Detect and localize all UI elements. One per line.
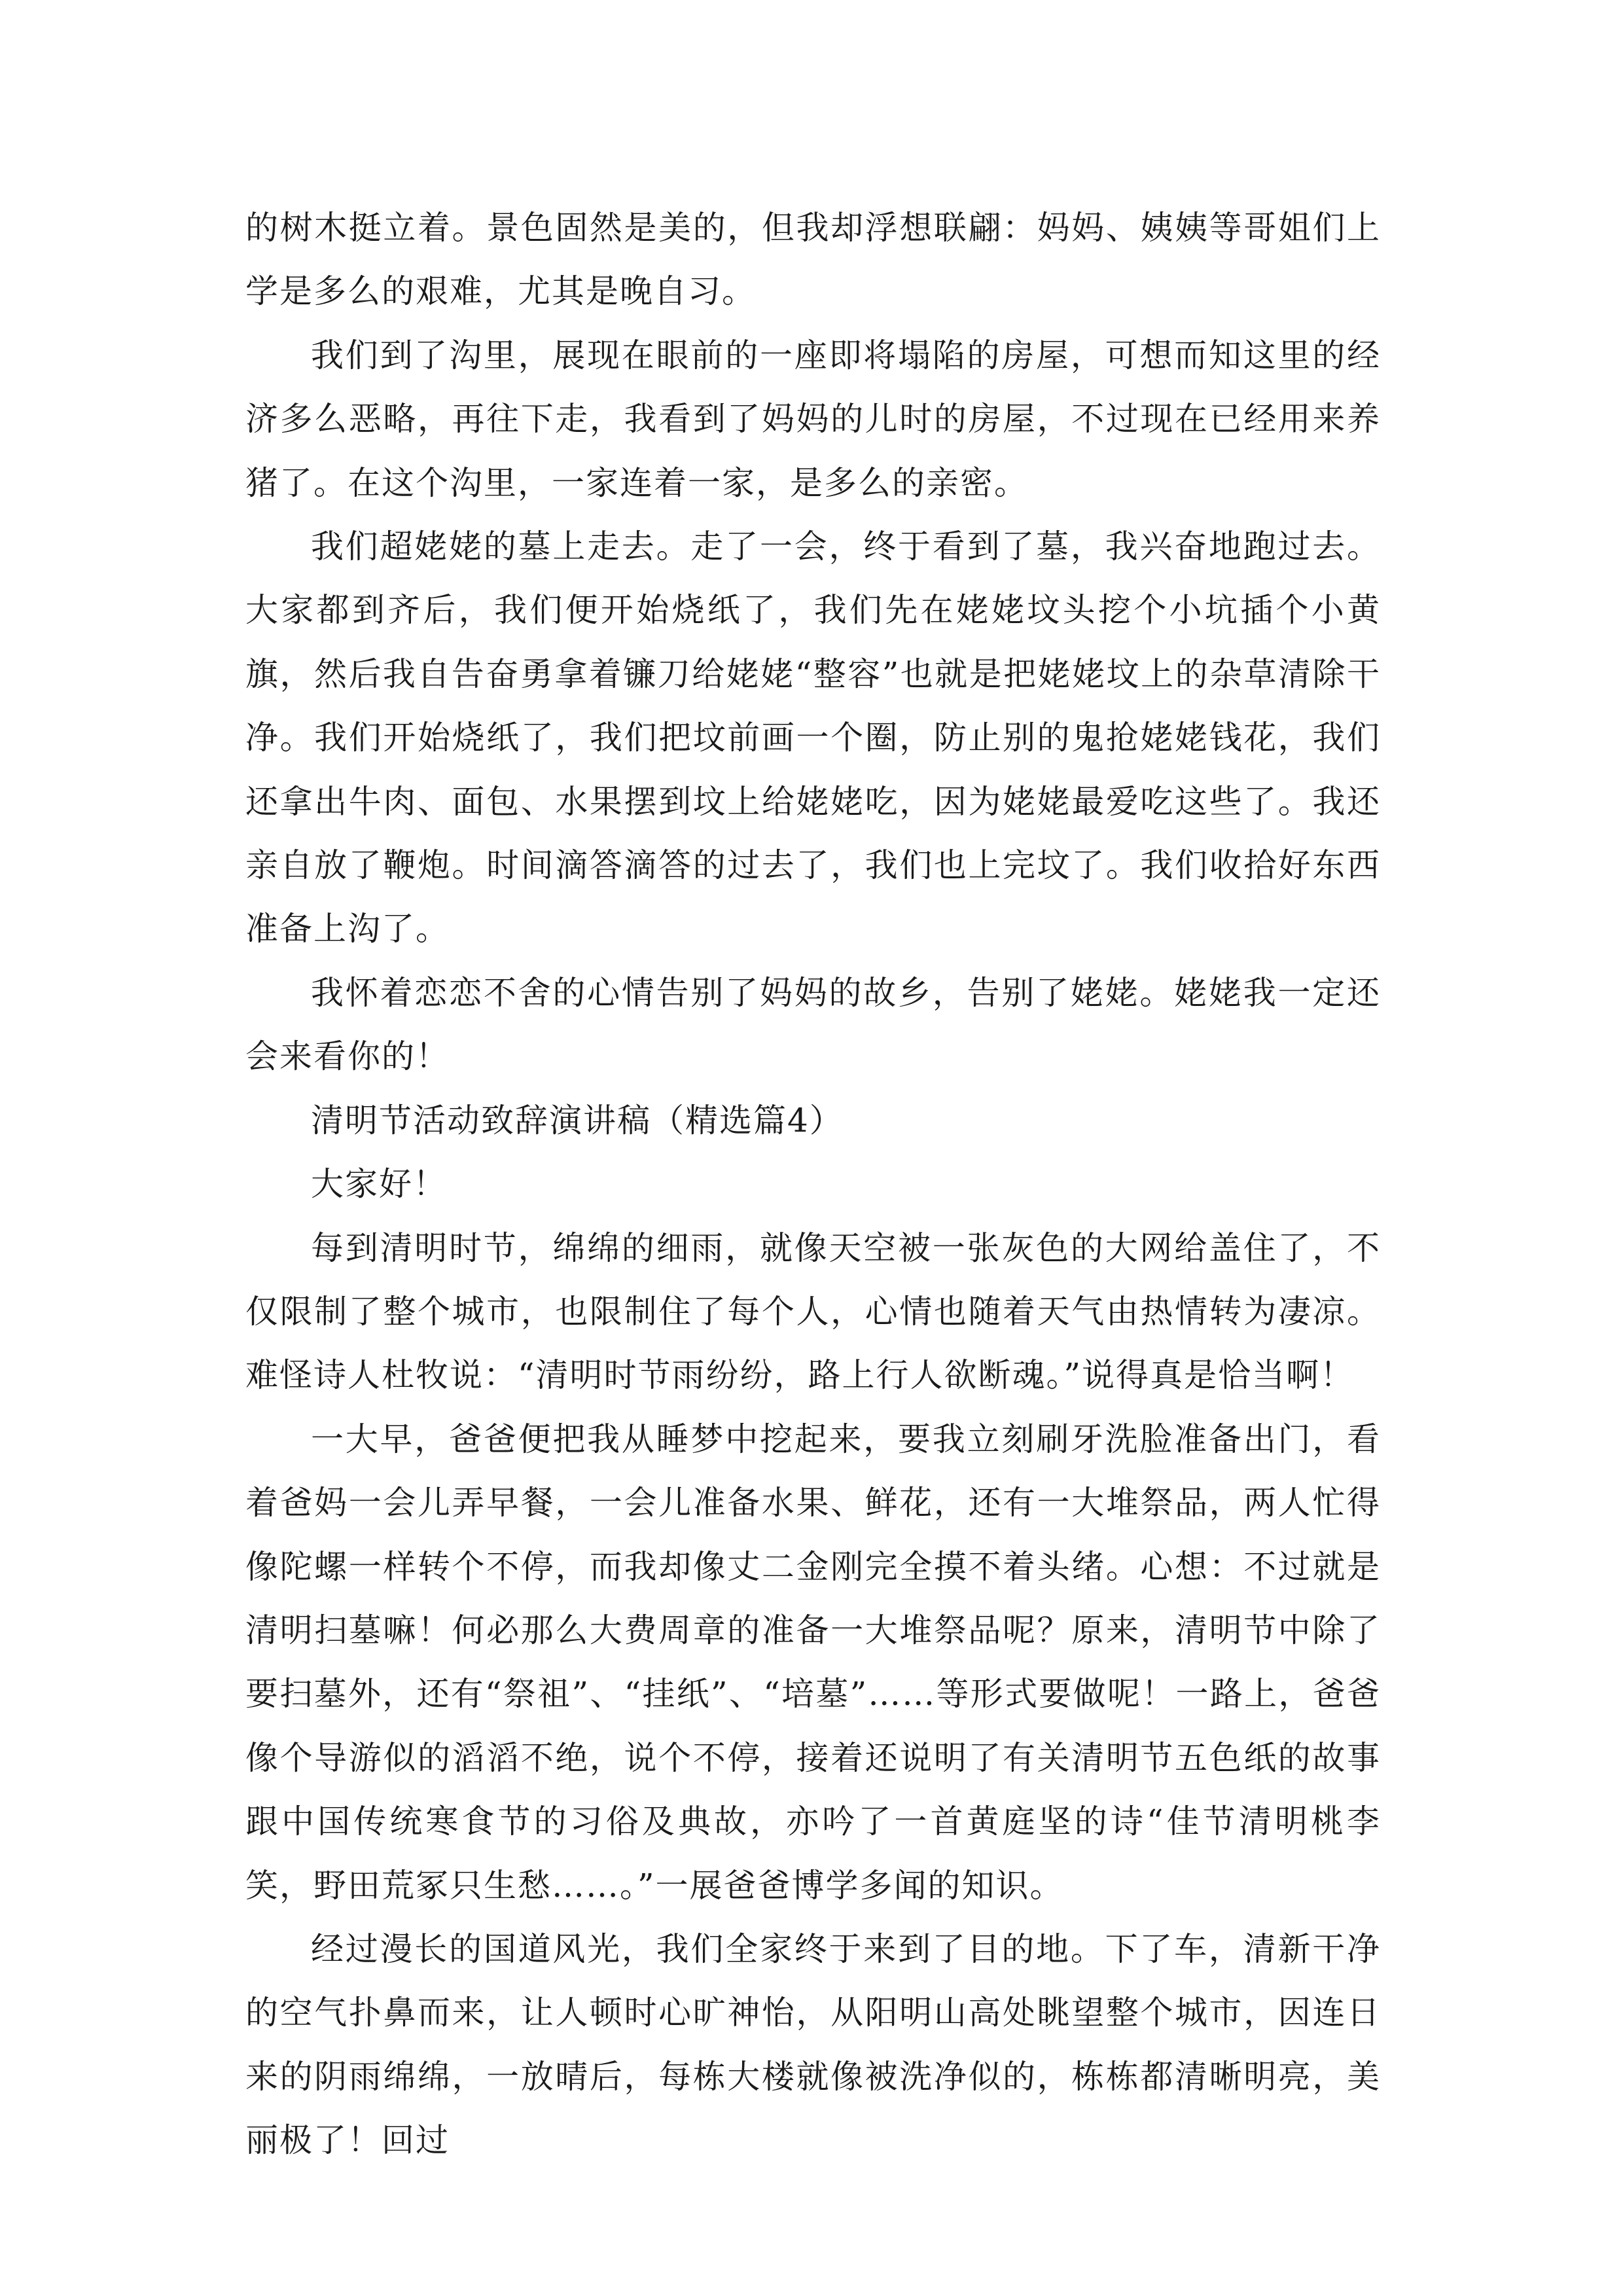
paragraph: 每到清明时节，绵绵的细雨，就像天空被一张灰色的大网给盖住了，不仅限制了整个城市，也限制住了每个人，心情也随着天气由热情转为凄凉。难怪诗人杜牧说：“清明时节雨纷纷，路上行人欲断魂。”说得真是恰当啊！	[245, 1229, 1381, 1395]
paragraph: 我怀着恋恋不舍的心情告别了妈妈的故乡，告别了姥姥。姥姥我一定还会来看你的！	[245, 973, 1381, 1076]
paragraph: 经过漫长的国道风光，我们全家终于来到了目的地。下了车，清新干净的空气扑鼻而来，让人顿时心旷神怡，从阳明山高处眺望整个城市，因连日来的阴雨绵绵，一放晴后，每栋大楼就像被洗净似的，栋栋都清晰明亮，美丽极了！回过	[245, 1929, 1381, 2160]
paragraph-continued: 的树木挺立着。景色固然是美的，但我却浮想联翩：妈妈、姨姨等哥姐们上学是多么的艰难，尤其是晚自习。	[245, 209, 1381, 311]
paragraph: 我们超姥姥的墓上走去。走了一会，终于看到了墓，我兴奋地跑过去。大家都到齐后，我们便开始烧纸了，我们先在姥姥坟头挖个小坑插个小黄旗，然后我自告奋勇拿着镰刀给姥姥“整容”也就是把姥姥坟上的杂草清除干净。我们开始烧纸了，我们把坟前画一个圈，防止别的鬼抢姥姥钱花，我们还拿出牛肉、面包、水果摆到坟上给姥姥吃，因为姥姥最爱吃这些了。我还亲自放了鞭炮。时间滴答滴答的过去了，我们也上完坟了。我们收拾好东西准备上沟了。	[245, 528, 1381, 948]
paragraph: 我们到了沟里，展现在眼前的一座即将塌陷的房屋，可想而知这里的经济多么恶略，再往下走，我看到了妈妈的儿时的房屋，不过现在已经用来养猪了。在这个沟里，一家连着一家，是多么的亲密。	[245, 336, 1381, 502]
section-heading: 清明节活动致辞演讲稿（精选篇4）	[311, 1101, 844, 1139]
document-body	[245, 196, 1381, 2173]
paragraph: 一大早，爸爸便把我从睡梦中挖起来，要我立刻刷牙洗脸准备出门，看着爸妈一会儿弄早餐，一会儿准备水果、鲜花，还有一大堆祭品，两人忙得像陀螺一样转个不停，而我却像丈二金刚完全摸不着头绪。心想：不过就是清明扫墓嘛！何必那么大费周章的准备一大堆祭品呢？原来，清明节中除了要扫墓外，还有“祭祖”、“挂纸”、“培墓”……等形式要做呢！一路上，爸爸像个导游似的滔滔不绝，说个不停，接着还说明了有关清明节五色纸的故事跟中国传统寒食节的习俗及典故，亦吟了一首黄庭坚的诗“佳节清明桃李笑，野田荒冢只生愁……。”一展爸爸博学多闻的知识。	[245, 1420, 1381, 1905]
greeting: 大家好！	[311, 1165, 447, 1204]
